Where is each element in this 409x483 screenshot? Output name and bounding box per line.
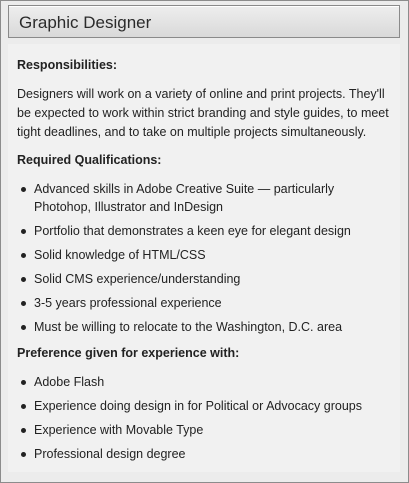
job-description	[8, 44, 400, 472]
list-item	[17, 270, 400, 288]
list-item-text: Must be willing to relocate to the Washington, D.C. area	[34, 320, 343, 334]
title-bar	[8, 5, 400, 38]
preferences-list	[17, 373, 400, 463]
bullet-icon	[21, 325, 26, 330]
list-item-text: Portfolio that demonstrates a keen eye for elegant design	[34, 224, 351, 238]
responsibilities-text: Designers will work on a variety of online and print projects. They'll be expected to work within strict branding and style guides, to meet tight deadlines, and to take on multiple projects simultaneously.	[17, 87, 389, 139]
responsibilities-heading: Responsibilities:	[17, 58, 118, 72]
list-item	[17, 397, 400, 415]
preferences-heading: Preference given for experience with:	[17, 346, 240, 360]
bullet-icon	[21, 253, 26, 258]
list-item	[17, 421, 400, 439]
list-item-text: Adobe Flash	[34, 375, 105, 389]
list-item-text: Experience with Movable Type	[34, 423, 204, 437]
job-title: Graphic Designer	[19, 13, 152, 32]
list-item-text: Experience doing design in for Political or Advocacy groups	[34, 399, 362, 413]
list-item-text: Solid CMS experience/understanding	[34, 272, 241, 286]
list-item-text: Solid knowledge of HTML/CSS	[34, 248, 206, 262]
bullet-icon	[21, 452, 26, 457]
bullet-icon	[21, 428, 26, 433]
bullet-icon	[21, 380, 26, 385]
list-item	[17, 246, 400, 264]
list-item	[17, 180, 400, 216]
bullet-icon	[21, 229, 26, 234]
bullet-icon	[21, 404, 26, 409]
list-item-text: 3-5 years professional experience	[34, 296, 222, 310]
bullet-icon	[21, 277, 26, 282]
list-item	[17, 318, 400, 336]
list-item	[17, 445, 400, 463]
qualifications-heading: Required Qualifications:	[17, 153, 162, 167]
bullet-icon	[21, 187, 26, 192]
qualifications-list	[17, 180, 400, 336]
bullet-icon	[21, 301, 26, 306]
list-item-text: Advanced skills in Adobe Creative Suite — particularly Photohop, Illustrator and InDesign	[34, 182, 335, 214]
list-item	[17, 294, 400, 312]
list-item	[17, 222, 400, 240]
list-item	[17, 373, 400, 391]
list-item-text: Professional design degree	[34, 447, 186, 461]
